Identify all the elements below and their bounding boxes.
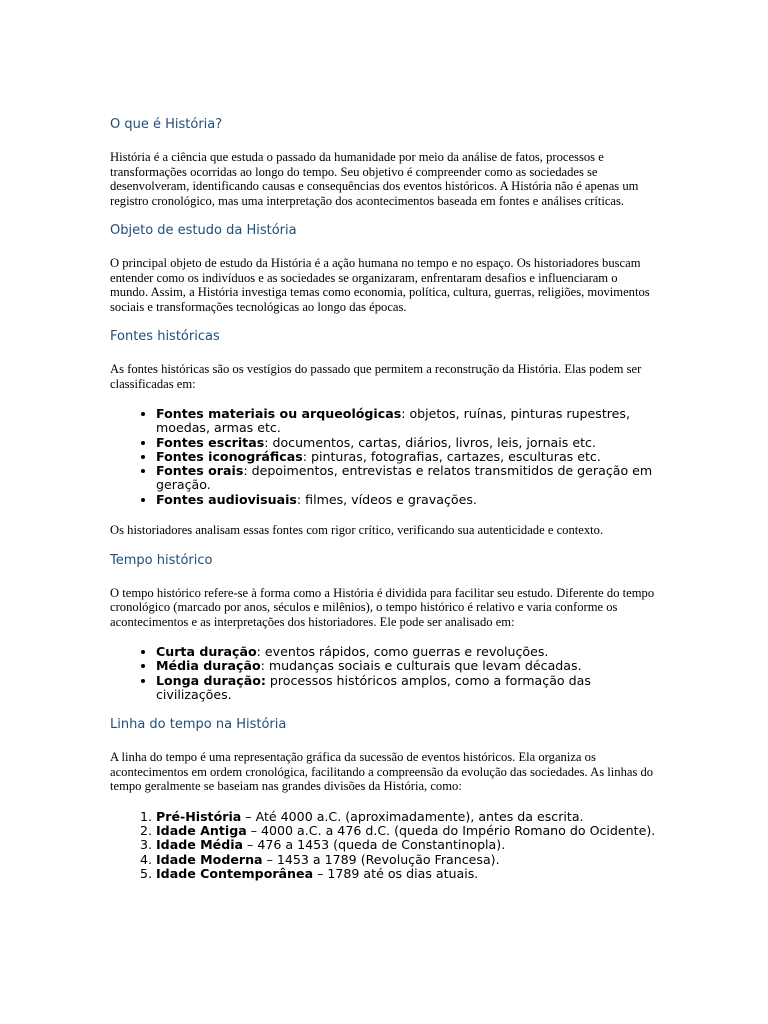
paragraph-tempo-intro: O tempo histórico refere-se à forma como a História é dividida para facilitar seu estudo. Diferente do tempo cronológico (marcado por anos, séculos e milênios), o tempo histórico é relativo e varia conforme os acontecimentos e as interpretações dos historiadores. Ele pode ser analisado em: — [110, 585, 655, 629]
list-item-term: Idade Moderna — [156, 851, 263, 867]
heading-objeto-de-estudo: Objeto de estudo da História — [110, 223, 297, 238]
paragraph-objeto: O principal objeto de estudo da História é a ação humana no tempo e no espaço. Os historiadores buscam entender como os indivíduos e as sociedades se organizaram, enfrentaram desafios e influenciaram o mundo. Assim, a História investiga temas como economia, política, cultura, guerras, religiões, movimentos sociais e transformações tecnológicas ao longo das épocas. — [110, 256, 650, 314]
paragraph-fontes-intro: As fontes históricas são os vestígios do passado que permitem a reconstrução da História. Elas podem ser classificadas em: — [110, 362, 642, 391]
list-item — [156, 407, 658, 436]
list-item-text: : eventos rápidos, como guerras e revoluções. — [256, 644, 549, 660]
heading-o-que-e-historia: O que é História? — [110, 117, 223, 132]
list-item — [156, 674, 658, 703]
list-item-text: : depoimentos, entrevistas e relatos transmitidos de geração em geração. — [156, 463, 653, 493]
list-item — [156, 867, 658, 881]
list-item-term: Fontes audiovisuais — [156, 491, 297, 507]
heading-fontes-historicas: Fontes históricas — [110, 329, 220, 344]
list-item-text: : mudanças sociais e culturais que levam décadas. — [260, 658, 582, 674]
list-item-text: – 1789 até os dias atuais. — [313, 865, 479, 881]
paragraph-linha-intro: A linha do tempo é uma representação gráfica da sucessão de eventos históricos. Ela organiza os acontecimentos em ordem cronológica, facilitando a compreensão da evolução das sociedades. As linhas do tempo geralmente se baseiam nas grandes divisões da História, como: — [110, 750, 654, 794]
list-item-term: Pré-História — [156, 808, 242, 824]
list-item-text: : pinturas, fotografias, cartazes, esculturas etc. — [302, 448, 601, 464]
list-item-term: Curta duração — [156, 644, 257, 660]
list-item — [156, 450, 658, 464]
list-item-text: : documentos, cartas, diários, livros, leis, jornais etc. — [264, 434, 596, 450]
list-item-text: – 1453 a 1789 (Revolução Francesa). — [262, 851, 500, 867]
paragraph-definition: História é a ciência que estuda o passado da humanidade por meio da análise de fatos, processos e transformações ocorridas ao longo do tempo. Seu objetivo é compreender como as sociedades se desenvolveram, identificando causas e consequências dos eventos históricos. A História não é apenas um registro cronológico, mas uma interpretação dos acontecimentos baseada em fontes e análises críticas. — [110, 150, 639, 208]
list-item — [156, 853, 658, 867]
paragraph-fontes-outro: Os historiadores analisam essas fontes com rigor crítico, verificando sua autenticidade e contexto. — [110, 523, 604, 538]
list-item-text: – Até 4000 a.C. (aproximadamente), antes da escrita. — [241, 808, 584, 824]
list-item-term: Fontes materiais ou arqueológicas — [156, 406, 402, 421]
list-item-term: Idade Antiga — [156, 823, 247, 839]
list-item — [156, 659, 658, 673]
list-item — [156, 493, 658, 507]
list-item-term: Média duração — [156, 658, 261, 674]
list-item — [156, 464, 658, 493]
list-item-term: Idade Contemporânea — [156, 865, 314, 881]
list-item — [156, 645, 658, 659]
list-item-term: Fontes orais — [156, 463, 244, 479]
list-item-term: Idade Média — [156, 837, 244, 853]
list-item-text: – 476 a 1453 (queda de Constantinopla). — [243, 837, 506, 853]
document-page — [110, 116, 658, 881]
list-item-text: : objetos, ruínas, pinturas rupestres, moedas, armas etc. — [156, 406, 630, 436]
list-item-text: processos históricos amplos, como a formação das civilizações. — [156, 672, 591, 702]
list-item — [156, 838, 658, 852]
heading-linha-do-tempo: Linha do tempo na História — [110, 717, 287, 733]
list-item-text: – 4000 a.C. a 476 d.C. (queda do Império Romano do Ocidente). — [246, 823, 656, 839]
list-item — [156, 824, 658, 838]
list-fontes — [110, 407, 658, 507]
list-periodos — [110, 810, 658, 881]
list-item-term: Fontes iconográficas — [156, 448, 303, 464]
list-item — [156, 436, 658, 450]
list-item-term: Longa duração: — [156, 672, 266, 688]
list-item-term: Fontes escritas — [156, 434, 265, 450]
heading-tempo-historico: Tempo histórico — [110, 552, 213, 568]
list-duracoes — [110, 645, 658, 702]
list-item — [156, 810, 658, 824]
list-item-text: : filmes, vídeos e gravações. — [296, 491, 477, 507]
